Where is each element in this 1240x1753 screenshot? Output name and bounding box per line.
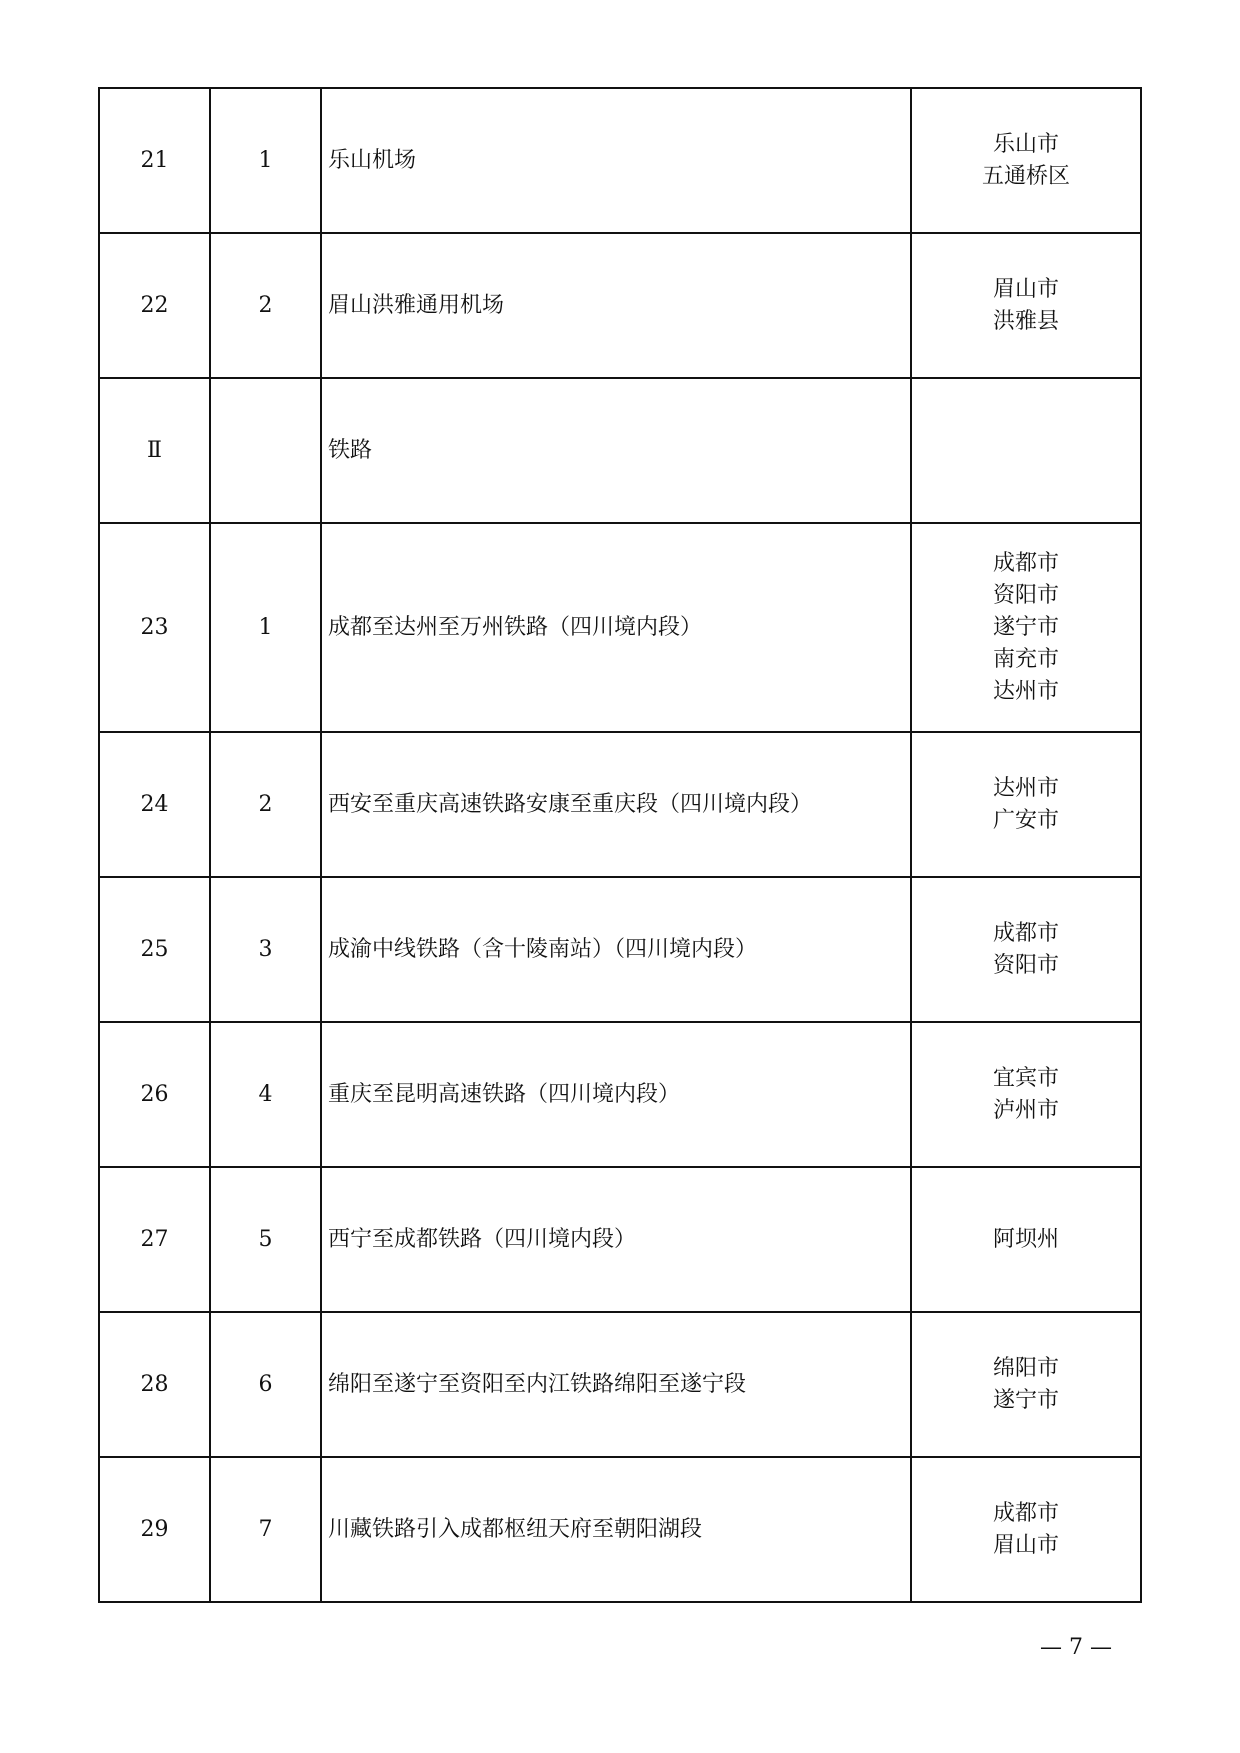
area-line: 达州市 [992, 775, 1059, 801]
area-line: 成都市 [992, 550, 1059, 576]
table-row [99, 877, 1141, 1022]
row-area [911, 877, 1141, 1022]
row-project-name: 绵阳至遂宁至资阳至内江铁路绵阳至遂宁段 [321, 1312, 911, 1457]
project-table [98, 87, 1142, 1603]
table-row [99, 523, 1141, 732]
row-seq: 21 [99, 88, 210, 233]
table-row [99, 732, 1141, 877]
row-project-name: 西安至重庆高速铁路安康至重庆段（四川境内段） [321, 732, 911, 877]
row-area [911, 523, 1141, 732]
row-area [911, 732, 1141, 877]
area-line: 遂宁市 [992, 1387, 1059, 1413]
area-line: 眉山市 [992, 276, 1059, 302]
row-seq: 29 [99, 1457, 210, 1602]
area-line: 泸州市 [992, 1097, 1059, 1123]
section-title: 铁路 [321, 378, 911, 523]
section-seq: Ⅱ [99, 378, 210, 523]
row-seq: 25 [99, 877, 210, 1022]
section-row [99, 378, 1141, 523]
area-line: 绵阳市 [992, 1355, 1059, 1381]
row-project-name: 成渝中线铁路（含十陵南站）（四川境内段） [321, 877, 911, 1022]
row-project-name: 重庆至昆明高速铁路（四川境内段） [321, 1022, 911, 1167]
row-seq: 27 [99, 1167, 210, 1312]
area-line: 广安市 [992, 807, 1059, 833]
area-line: 资阳市 [992, 582, 1059, 608]
row-seq: 28 [99, 1312, 210, 1457]
row-seq: 23 [99, 523, 210, 732]
area-line: 资阳市 [992, 952, 1059, 978]
row-area [911, 1312, 1141, 1457]
area-line: 宜宾市 [992, 1065, 1059, 1091]
row-area [911, 1167, 1141, 1312]
area-line: 五通桥区 [981, 163, 1070, 189]
row-sub-seq [210, 378, 321, 523]
row-project-name: 川藏铁路引入成都枢纽天府至朝阳湖段 [321, 1457, 911, 1602]
row-seq: 22 [99, 233, 210, 378]
row-sub-seq: 4 [210, 1022, 321, 1167]
row-project-name: 眉山洪雅通用机场 [321, 233, 911, 378]
area-line: 成都市 [992, 1500, 1059, 1526]
row-seq: 26 [99, 1022, 210, 1167]
row-sub-seq: 1 [210, 88, 321, 233]
row-sub-seq: 6 [210, 1312, 321, 1457]
row-area [911, 88, 1141, 233]
row-area [911, 1022, 1141, 1167]
table-row [99, 88, 1141, 233]
area-line: 洪雅县 [992, 308, 1059, 334]
row-sub-seq: 1 [210, 523, 321, 732]
area-line: 眉山市 [992, 1532, 1059, 1558]
table-row [99, 1022, 1141, 1167]
row-area [911, 1457, 1141, 1602]
row-sub-seq: 7 [210, 1457, 321, 1602]
table-row [99, 1167, 1141, 1312]
area-line: 乐山市 [992, 131, 1059, 157]
table-row [99, 1312, 1141, 1457]
area-line: 阿坝州 [992, 1226, 1059, 1252]
row-project-name: 乐山机场 [321, 88, 911, 233]
row-sub-seq: 2 [210, 233, 321, 378]
row-project-name: 成都至达州至万州铁路（四川境内段） [321, 523, 911, 732]
row-sub-seq: 3 [210, 877, 321, 1022]
row-project-name: 西宁至成都铁路（四川境内段） [321, 1167, 911, 1312]
row-seq: 24 [99, 732, 210, 877]
row-area [911, 233, 1141, 378]
area-line: 成都市 [992, 920, 1059, 946]
row-sub-seq: 5 [210, 1167, 321, 1312]
row-area [911, 378, 1141, 523]
table-row [99, 233, 1141, 378]
row-sub-seq: 2 [210, 732, 321, 877]
area-line: 达州市 [992, 678, 1059, 704]
area-line: 南充市 [992, 646, 1059, 672]
area-line: 遂宁市 [992, 614, 1059, 640]
table-row [99, 1457, 1141, 1602]
page-number: — 7 — [1040, 1635, 1112, 1660]
